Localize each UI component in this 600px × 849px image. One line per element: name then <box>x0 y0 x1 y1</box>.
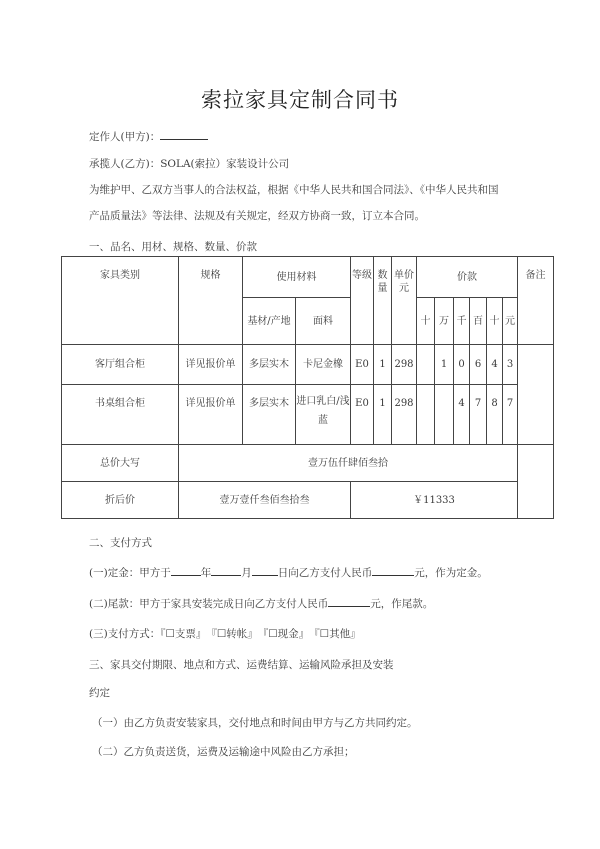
header-face: 面料 <box>296 298 351 345</box>
digit: 4 <box>487 345 503 385</box>
digit <box>417 385 435 445</box>
clause-1: （一）由乙方负责安装家具，交付地点和时间由甲方与乙方共同约定。 <box>92 717 418 729</box>
digit <box>435 385 454 445</box>
digit: 1 <box>435 345 454 385</box>
text: 月 <box>241 567 252 579</box>
text: 元，作尾款。 <box>370 598 434 610</box>
category: 客厅组合柜 <box>62 345 179 385</box>
base: 多层实木 <box>243 385 296 445</box>
header-material: 使用材料 <box>243 257 351 298</box>
total-value: 壹万伍仟肆佰叁拾 <box>179 445 518 482</box>
day-blank[interactable] <box>252 565 278 576</box>
digit: 7 <box>470 385 487 445</box>
unit-price: 298 <box>392 345 417 385</box>
digit: 6 <box>470 345 487 385</box>
digit: 3 <box>503 345 518 385</box>
discount-label: 折后价 <box>62 482 179 519</box>
table-row <box>62 345 554 385</box>
party-a-blank[interactable] <box>160 129 208 140</box>
section-3-heading: 三、家具交付期限、地点和方式、运费结算、运输风险承担及安装 <box>89 659 394 671</box>
deposit-line <box>89 565 488 580</box>
digit-header: 千 <box>454 298 470 345</box>
unit-price: 298 <box>392 385 417 445</box>
digit <box>417 345 435 385</box>
intro-line-1: 为维护甲、乙双方当事人的合法权益，根据《中华人民共和国合同法》、《中华人民共和国 <box>89 184 499 196</box>
digit: 0 <box>454 345 470 385</box>
header-grade: 等级 <box>351 257 374 345</box>
party-a-label: 定作人(甲方)： <box>89 131 161 143</box>
balance-amount-blank[interactable] <box>328 596 370 607</box>
total-label: 总价大写 <box>62 445 179 482</box>
base: 多层实木 <box>243 345 296 385</box>
spec: 详见报价单 <box>179 385 243 445</box>
remark-cell <box>518 445 554 519</box>
section-1-heading: 一、品名、用材、规格、数量、价款 <box>89 241 257 253</box>
text: (二)尾款：甲方于家具安装完成日向乙方支付人民币 <box>89 598 329 610</box>
text: 年 <box>200 567 212 579</box>
deposit-amount-blank[interactable] <box>372 565 414 576</box>
intro-line-2: 产品质量法》等法律、法规及有关规定，经双方协商一致，订立本合同。 <box>89 210 425 222</box>
face: 卡尼金橡 <box>296 345 351 385</box>
digit-header: 百 <box>470 298 487 345</box>
header-price: 价款 <box>417 257 518 298</box>
items-table <box>61 256 554 519</box>
digit: 8 <box>487 385 503 445</box>
month-blank[interactable] <box>211 565 241 576</box>
header-base: 基材/产地 <box>243 298 296 345</box>
balance-line <box>89 596 433 611</box>
discount-words: 壹万壹仟叁佰叁拾叁 <box>179 482 351 519</box>
header-category: 家具类别 <box>62 257 179 345</box>
clause-2: （二）乙方负责送货，运费及运输途中风险由乙方承担； <box>92 746 355 758</box>
party-a-line <box>89 129 208 144</box>
qty: 1 <box>374 385 392 445</box>
agreement-label: 约定 <box>89 687 110 699</box>
header-remark: 备注 <box>518 257 554 345</box>
payment-method-line: (三)支付方式：『☐支票』 『☐转帐』 『☐现金』 『☐其他』 <box>89 628 361 640</box>
header-spec: 规格 <box>179 257 243 345</box>
text: 元，作为定金。 <box>414 567 488 579</box>
header-qty: 数量 <box>374 257 392 345</box>
spec: 详见报价单 <box>179 345 243 385</box>
text: (一)定金：甲方于 <box>89 567 171 579</box>
text: 日向乙方支付人民币 <box>277 567 373 579</box>
grade: E0 <box>351 345 374 385</box>
digit-header: 十 <box>487 298 503 345</box>
section-2-heading: 二、支付方式 <box>89 537 152 549</box>
page-title: 索拉家具定制合同书 <box>201 88 399 112</box>
qty: 1 <box>374 345 392 385</box>
header-unit-price: 单价元 <box>392 257 417 345</box>
year-blank[interactable] <box>171 565 201 576</box>
grade: E0 <box>351 385 374 445</box>
category: 书桌组合柜 <box>62 385 179 445</box>
discount-amount: ￥11333 <box>351 482 518 519</box>
digit: 4 <box>454 385 470 445</box>
digit: 7 <box>503 385 518 445</box>
digit-header: 十 <box>417 298 435 345</box>
table-row <box>62 385 554 445</box>
party-b-line: 承揽人(乙方)：SOLA(索拉）家装设计公司 <box>89 158 290 170</box>
remark-cell <box>518 345 554 445</box>
digit-header: 万 <box>435 298 454 345</box>
digit-header: 元 <box>503 298 518 345</box>
face: 进口乳白/浅蓝 <box>296 385 351 445</box>
